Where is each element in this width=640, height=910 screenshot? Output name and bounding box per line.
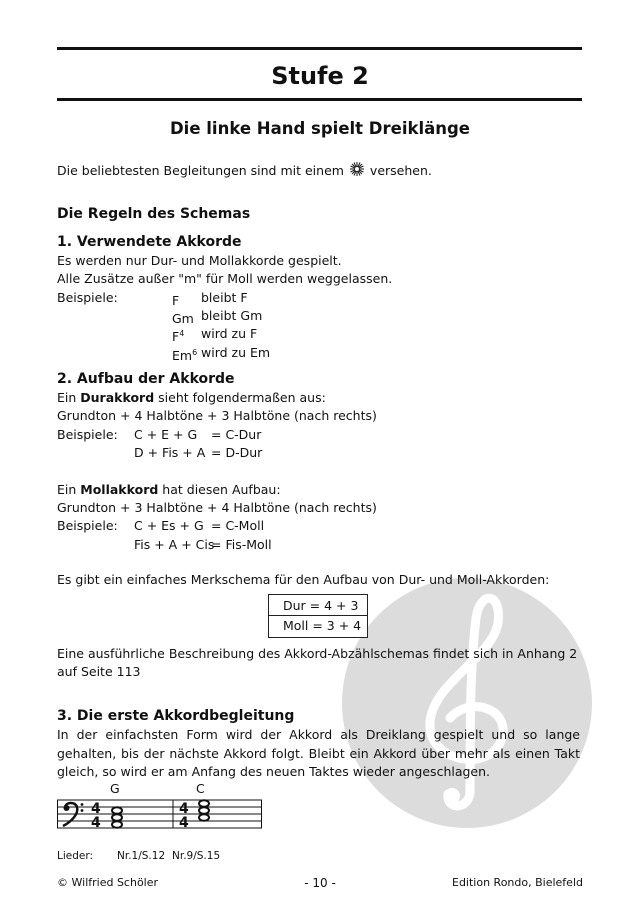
chord-label-c: C — [196, 781, 205, 796]
section3-paragraph: In der einfachsten Form wird der Akkord als Dreiklang gespielt und so lange gehalten, bis der nächste Akkord folgt. Bleibt ein Akkord über mehr als einen Takt gleich, so wird er am Anfang des neuen Taktes wieder angeschlagen. — [57, 727, 580, 779]
merk-line: Es gibt ein einfaches Merkschema für den Aufbau von Dur- und Moll-Akkorden: — [57, 572, 550, 587]
time-signature-top: 4 — [91, 801, 101, 817]
intro-text-end: versehen. — [369, 163, 432, 178]
schema-dur: Dur = 4 + 3 — [283, 598, 359, 613]
dur-term: Durakkord — [80, 390, 155, 405]
example-text: bleibt Gm — [201, 308, 263, 323]
moll-formula: Grundton + 3 Halbtöne + 4 Halbtöne (nach rechts) — [57, 500, 377, 515]
lieder-label: Lieder: — [57, 850, 94, 862]
chord-label-g: G — [110, 781, 120, 796]
example-chord: Em$^6$ — [172, 348, 198, 364]
flower-icon — [349, 161, 365, 177]
moll-intro: Ein Mollakkord hat diesen Aufbau: — [57, 482, 281, 497]
treble-clef-watermark — [342, 578, 592, 828]
example-chord: $F^4$ — [172, 329, 185, 345]
example-chord: Gm — [172, 311, 194, 327]
page-title: Stufe 2 — [271, 62, 369, 90]
moll-example-notes: Fis + A + Cis — [134, 537, 215, 552]
c-chord-notes — [199, 800, 209, 821]
dur-intro: Ein Durakkord sieht folgendermaßen aus: — [57, 390, 326, 405]
footer-author: © Wilfried Schöler — [57, 876, 159, 889]
top-rule — [57, 47, 582, 50]
section1-line2: Alle Zusätze außer "m" für Moll werden weggelassen. — [57, 271, 393, 286]
example-text: wird zu Em — [201, 345, 271, 360]
dur-example-result: = C-Dur — [211, 427, 262, 442]
dur-example-result: = D-Dur — [211, 445, 263, 460]
lieder-ref[interactable]: Nr.1/S.12 — [117, 850, 166, 862]
page-subtitle: Die linke Hand spielt Dreiklänge — [169, 119, 470, 138]
time-signature-top: 4 — [179, 801, 189, 817]
intro-line — [57, 161, 432, 180]
intro-text: Die beliebtesten Begleitungen sind mit einem — [57, 163, 344, 178]
section2-heading: 2. Aufbau der Akkorde — [57, 371, 235, 387]
title-underline-rule — [57, 98, 582, 101]
footer-publisher: Edition Rondo, Bielefeld — [452, 876, 583, 889]
example-text: bleibt F — [201, 290, 248, 305]
example-text: wird zu F — [201, 326, 258, 341]
moll-example-result: = Fis-Moll — [211, 537, 272, 552]
bass-staff-notation — [57, 796, 267, 836]
lieder-ref[interactable]: Nr.9/S.15 — [172, 850, 221, 862]
moll-examples-label: Beispiele: — [57, 518, 118, 533]
schema-moll: Moll = 3 + 4 — [283, 618, 362, 633]
time-signature-bottom: 4 — [179, 815, 189, 831]
moll-example-result: = C-Moll — [211, 518, 265, 533]
reference-line2: auf Seite 113 — [57, 664, 141, 679]
section1-examples-label: Beispiele: — [57, 290, 118, 305]
moll-example-notes: C + Es + G — [134, 518, 204, 533]
rules-heading: Die Regeln des Schemas — [57, 206, 251, 222]
dur-examples-label: Beispiele: — [57, 427, 118, 442]
time-signature-bottom: 4 — [91, 815, 101, 831]
section1-heading: 1. Verwendete Akkorde — [57, 234, 242, 250]
g-chord-notes — [112, 807, 122, 828]
section3-heading: 3. Die erste Akkordbegleitung — [57, 708, 295, 724]
example-chord: F — [172, 293, 180, 309]
schema-divider — [269, 615, 367, 616]
merkschema-box — [268, 594, 368, 638]
moll-term: Mollakkord — [80, 482, 159, 497]
dur-formula: Grundton + 4 Halbtöne + 3 Halbtöne (nach rechts) — [57, 408, 377, 423]
footer-page-number: - 10 - — [304, 876, 336, 890]
reference-line1: Eine ausführliche Beschreibung des Akkord-Abzählschemas findet sich in Anhang 2 — [57, 646, 578, 661]
dur-example-notes: C + E + G — [134, 427, 198, 442]
section1-line1: Es werden nur Dur- und Mollakkorde gespielt. — [57, 253, 342, 268]
dur-example-notes: D + Fis + A — [134, 445, 206, 460]
